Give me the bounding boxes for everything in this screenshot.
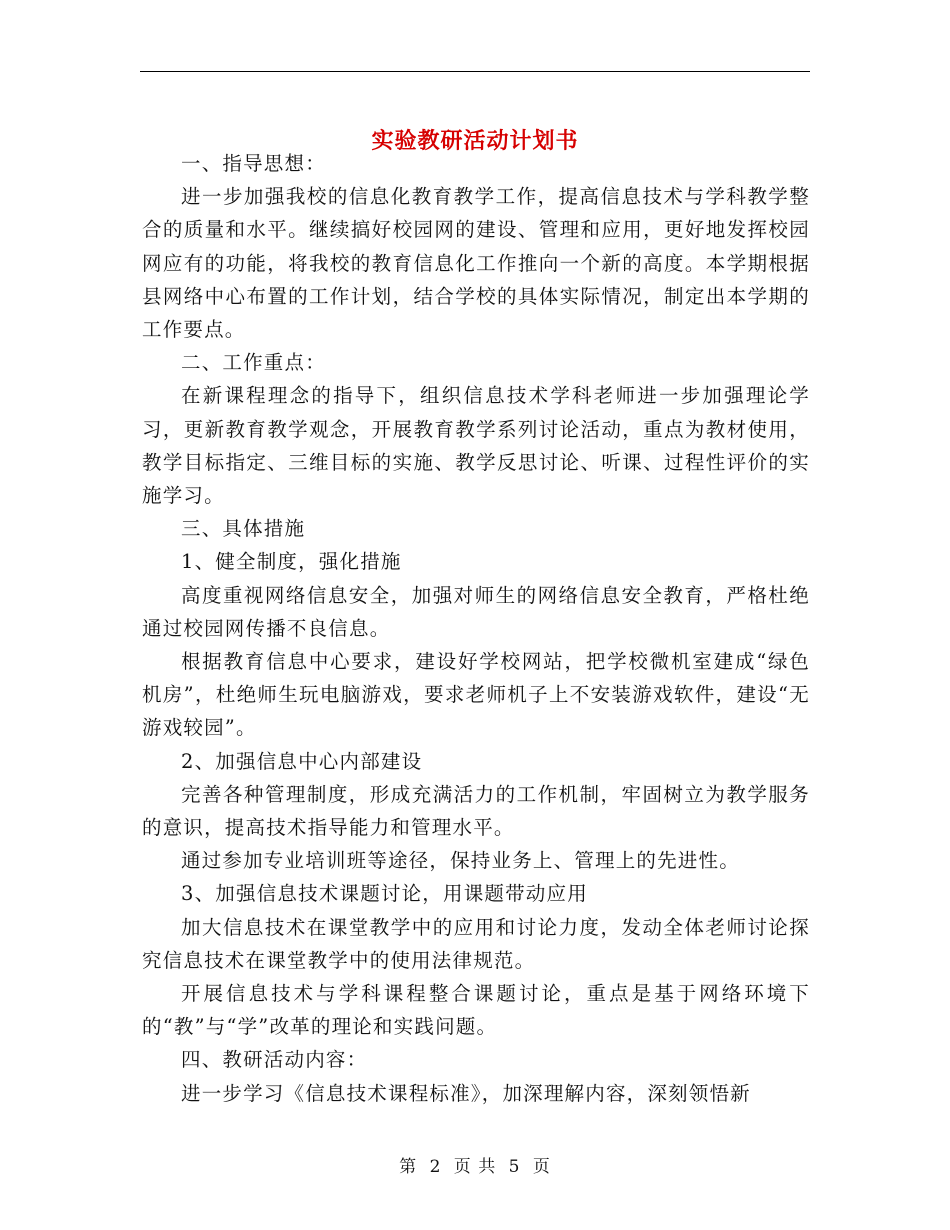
- section-heading-guiding-ideology: 一、指导思想：: [181, 152, 326, 175]
- subheading: 2、加强信息中心内部建设: [181, 749, 423, 773]
- section-heading-activities: 四、教研活动内容：: [181, 1048, 368, 1072]
- paragraph: 开展信息技术与学科课程整合课题讨论，重点是基于网络环境下的“教”与“学”改革的理论和实践问题。: [142, 982, 810, 1039]
- paragraph: 根据教育信息中心要求，建设好学校网站，把学校微机室建成“绿色机房”，杜绝师生玩电脑游戏，要求老师机子上不安装游戏软件，建设“无游戏较园”。: [142, 650, 810, 740]
- section-heading-measures: 三、具体措施: [181, 517, 306, 541]
- paragraph: 进一步学习《信息技术课程标准》，加深理解内容，深刻领悟新: [181, 1081, 751, 1105]
- header-rule: [140, 71, 810, 72]
- subheading: 1、健全制度，强化措施: [181, 550, 402, 574]
- paragraph: 进一步加强我校的信息化教育教学工作，提高信息技术与学科教学整合的质量和水平。继续搞好校园网的建设、管理和应用，更好地发挥校园网应有的功能，将我校的教育信息化工作推向一个新的高度。本学期根据县网络中心布置的工作计划，结合学校的具体实际情况，制定出本学期的工作要点。: [142, 185, 810, 342]
- paragraph: 完善各种管理制度，形成充满活力的工作机制，牢固树立为教学服务的意识，提高技术指导能力和管理水平。: [142, 782, 810, 840]
- page-footer: [0, 1152, 950, 1177]
- paragraph: 通过参加专业培训班等途径，保持业务上、管理上的先进性。: [181, 849, 740, 873]
- current-page-number: 2: [429, 1157, 442, 1177]
- subheading: 3、加强信息技术课题讨论，用课题带动应用: [181, 882, 588, 906]
- footer-suffix: 页: [532, 1157, 551, 1177]
- document-title: 实验教研活动计划书: [371, 127, 579, 154]
- total-pages-number: 5: [508, 1157, 521, 1177]
- document-body: [142, 147, 810, 1110]
- section-heading-work-focus: 二、工作重点：: [181, 351, 326, 375]
- footer-middle: 页 共: [453, 1157, 497, 1177]
- paragraph: 在新课程理念的指导下，组织信息技术学科老师进一步加强理论学习，更新教育教学观念，开展教育教学系列讨论活动，重点为教材使用，教学目标指定、三维目标的实施、教学反思讨论、听课、过程性评价的实施学习。: [142, 384, 810, 508]
- paragraph: 高度重视网络信息安全，加强对师生的网络信息安全教育，严格杜绝通过校园网传播不良信息。: [142, 583, 810, 640]
- footer-prefix: 第: [399, 1157, 418, 1177]
- paragraph: 加大信息技术在课堂教学中的应用和讨论力度，发动全体老师讨论探究信息技术在课堂教学中的使用法律规范。: [142, 915, 810, 972]
